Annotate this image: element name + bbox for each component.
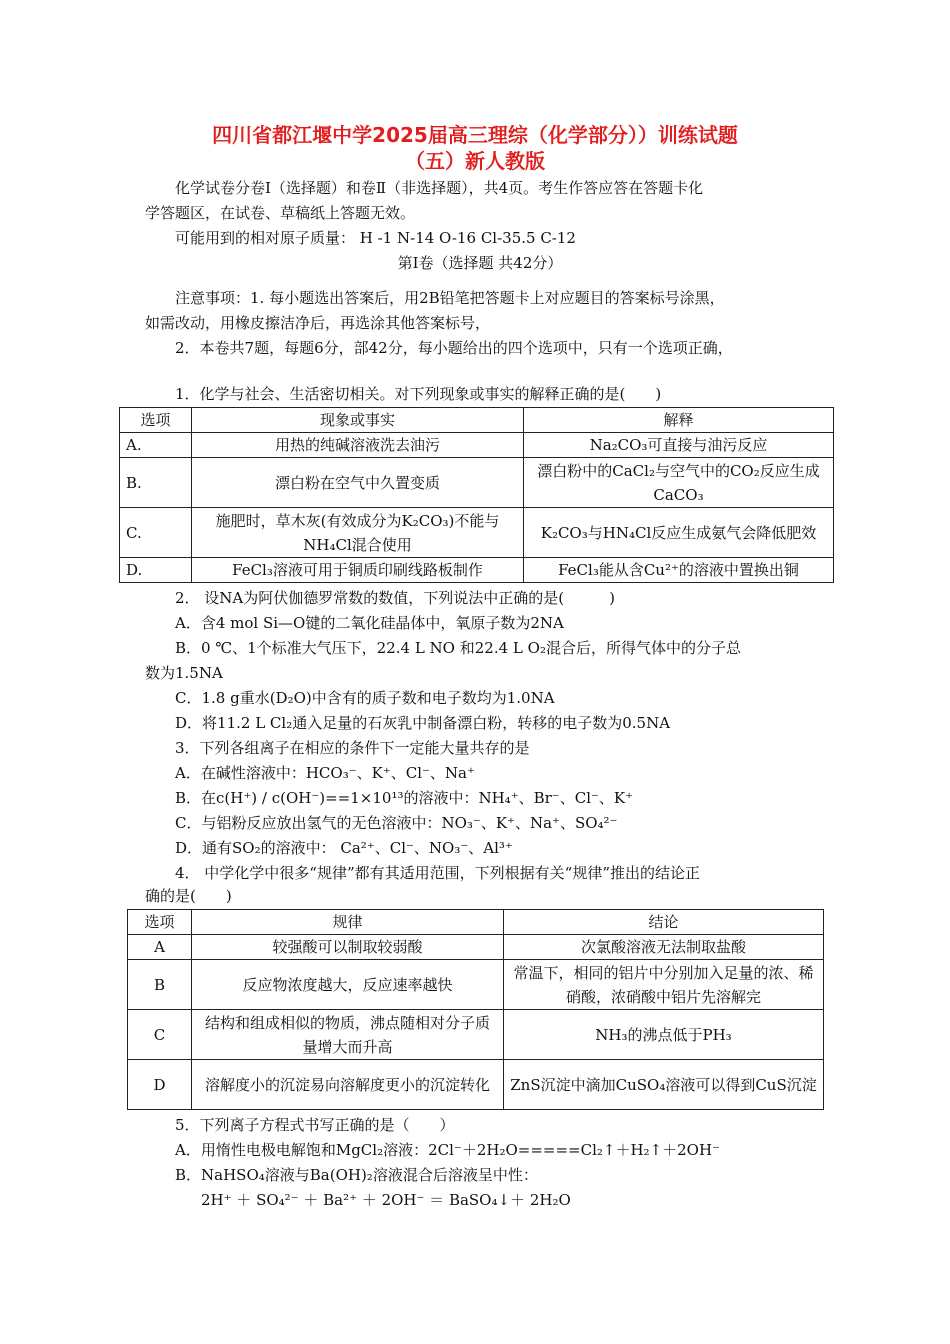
q5-stem: 5．下列离子方程式书写正确的是（ ）	[175, 1116, 455, 1134]
intro-paragraph-line1: 化学试卷分卷Ⅰ（选择题）和卷Ⅱ（非选择题），共4页。考生作答应答在答题卡化	[175, 179, 704, 197]
q4-table	[127, 909, 824, 1110]
q4-stem-line2: 确的是( )	[145, 887, 232, 905]
q1-table	[119, 407, 834, 583]
explanation-cell: 漂白粉中的CaCl₂与空气中的CO₂反应生成CaCO₃	[524, 458, 834, 508]
table-row	[120, 458, 834, 508]
table-row	[128, 935, 824, 960]
rule-cell: 反应物浓度越大，反应速率越快	[192, 960, 504, 1010]
table-header-row	[120, 408, 834, 433]
header-cell: 选项	[120, 408, 192, 433]
table-row	[128, 1010, 824, 1060]
conclusion-cell: 次氯酸溶液无法制取盐酸	[504, 935, 824, 960]
table-row	[120, 558, 834, 583]
table-header-row	[128, 910, 824, 935]
fact-cell: 用热的纯碱溶液洗去油污	[192, 433, 524, 458]
q2-option-c: C．1.8 g重水(D₂O)中含有的质子数和电子数均为1.0NA	[175, 689, 555, 707]
conclusion-cell: 常温下，相同的铝片中分别加入足量的浓、稀硝酸，浓硝酸中铝片先溶解完	[504, 960, 824, 1010]
table-row	[120, 433, 834, 458]
exam-title-line2: （五）新人教版	[405, 149, 545, 173]
intro-paragraph-line2: 学答题区，在试卷、草稿纸上答题无效。	[145, 204, 416, 222]
q5-option-b-equation: 2H⁺ ＋ SO₄²⁻ ＋ Ba²⁺ ＋ 2OH⁻ ＝ BaSO₄↓＋ 2H₂O	[201, 1191, 571, 1209]
fact-cell: FeCl₃溶液可用于铜质印刷线路板制作	[192, 558, 524, 583]
q3-stem: 3．下列各组离子在相应的条件下一定能大量共存的是	[175, 739, 530, 757]
option-cell: D.	[120, 558, 192, 583]
q2-option-d: D．将11.2 L Cl₂通入足量的石灰乳中制备漂白粉，转移的电子数为0.5NA	[175, 714, 671, 732]
conclusion-cell: NH₃的沸点低于PH₃	[504, 1010, 824, 1060]
q3-option-a: A．在碱性溶液中：HCO₃⁻、K⁺、Cl⁻、Na⁺	[175, 764, 475, 782]
note-line1: 注意事项：1. 每小题选出答案后，用2B铅笔把答题卡上对应题目的答案标号涂黑，	[175, 289, 725, 307]
table-row	[128, 960, 824, 1010]
q3-option-c: C．与铝粉反应放出氢气的无色溶液中：NO₃⁻、K⁺、Na⁺、SO₄²⁻	[175, 814, 618, 832]
q2-option-b-line1: B．0 ℃、1个标准大气压下，22.4 L NO 和22.4 L O₂混合后，所得气体中的分子总	[175, 639, 741, 657]
q3-option-d: D．通有SO₂的溶液中： Ca²⁺、Cl⁻、NO₃⁻、Al³⁺	[175, 839, 513, 857]
option-cell: C	[128, 1010, 192, 1060]
exam-title-line1: 四川省都江堰中学2025届高三理综（化学部分））训练试题	[212, 123, 738, 147]
q1-stem: 1．化学与社会、生活密切相关。对下列现象或事实的解释正确的是( )	[175, 385, 662, 403]
fact-cell: 漂白粉在空气中久置变质	[192, 458, 524, 508]
q2-option-a: A．含4 mol Si—O键的二氧化硅晶体中，氧原子数为2NA	[175, 614, 564, 632]
option-cell: B	[128, 960, 192, 1010]
explanation-cell: K₂CO₃与HN₄Cl反应生成氨气会降低肥效	[524, 508, 834, 558]
header-cell: 结论	[504, 910, 824, 935]
note-line2: 如需改动，用橡皮擦洁净后，再选涂其他答案标号，	[145, 314, 491, 332]
q2-stem: 2． 设NA为阿伏伽德罗常数的数值，下列说法中正确的是( )	[175, 589, 615, 607]
atomic-mass-line: 可能用到的相对原子质量： H -1 N-14 O-16 Cl-35.5 C-12	[175, 229, 576, 247]
table-row	[120, 508, 834, 558]
table-row	[128, 1060, 824, 1110]
note-line3: 2．本卷共7题，每题6分，部42分，每小题给出的四个选项中，只有一个选项正确，	[175, 339, 733, 357]
rule-cell: 较强酸可以制取较弱酸	[192, 935, 504, 960]
option-cell: C.	[120, 508, 192, 558]
header-cell: 解释	[524, 408, 834, 433]
explanation-cell: Na₂CO₃可直接与油污反应	[524, 433, 834, 458]
option-cell: D	[128, 1060, 192, 1110]
header-cell: 选项	[128, 910, 192, 935]
q5-option-a: A．用惰性电极电解饱和MgCl₂溶液：2Cl⁻＋2H₂O=====Cl₂↑＋H₂↑＋2OH⁻	[175, 1141, 720, 1159]
q2-option-b-line2: 数为1.5NA	[145, 664, 223, 682]
rule-cell: 结构和组成相似的物质，沸点随相对分子质量增大而升高	[192, 1010, 504, 1060]
q4-stem-line1: 4． 中学化学中很多“规律”都有其适用范围，下列根据有关“规律”推出的结论正	[175, 864, 700, 882]
q3-option-b: B．在c(H⁺) / c(OH⁻)==1×10¹³的溶液中：NH₄⁺、Br⁻、Cl⁻、K⁺	[175, 789, 634, 807]
option-cell: A	[128, 935, 192, 960]
rule-cell: 溶解度小的沉淀易向溶解度更小的沉淀转化	[192, 1060, 504, 1110]
conclusion-cell: ZnS沉淀中滴加CuSO₄溶液可以得到CuS沉淀	[504, 1060, 824, 1110]
header-cell: 现象或事实	[192, 408, 524, 433]
fact-cell: 施肥时，草木灰(有效成分为K₂CO₃)不能与NH₄Cl混合使用	[192, 508, 524, 558]
q5-option-b: B．NaHSO₄溶液与Ba(OH)₂溶液混合后溶液呈中性：	[175, 1166, 538, 1184]
option-cell: A.	[120, 433, 192, 458]
option-cell: B.	[120, 458, 192, 508]
header-cell: 规律	[192, 910, 504, 935]
explanation-cell: FeCl₃能从含Cu²⁺的溶液中置换出铜	[524, 558, 834, 583]
section-heading: 第Ⅰ卷（选择题 共42分）	[397, 254, 563, 272]
